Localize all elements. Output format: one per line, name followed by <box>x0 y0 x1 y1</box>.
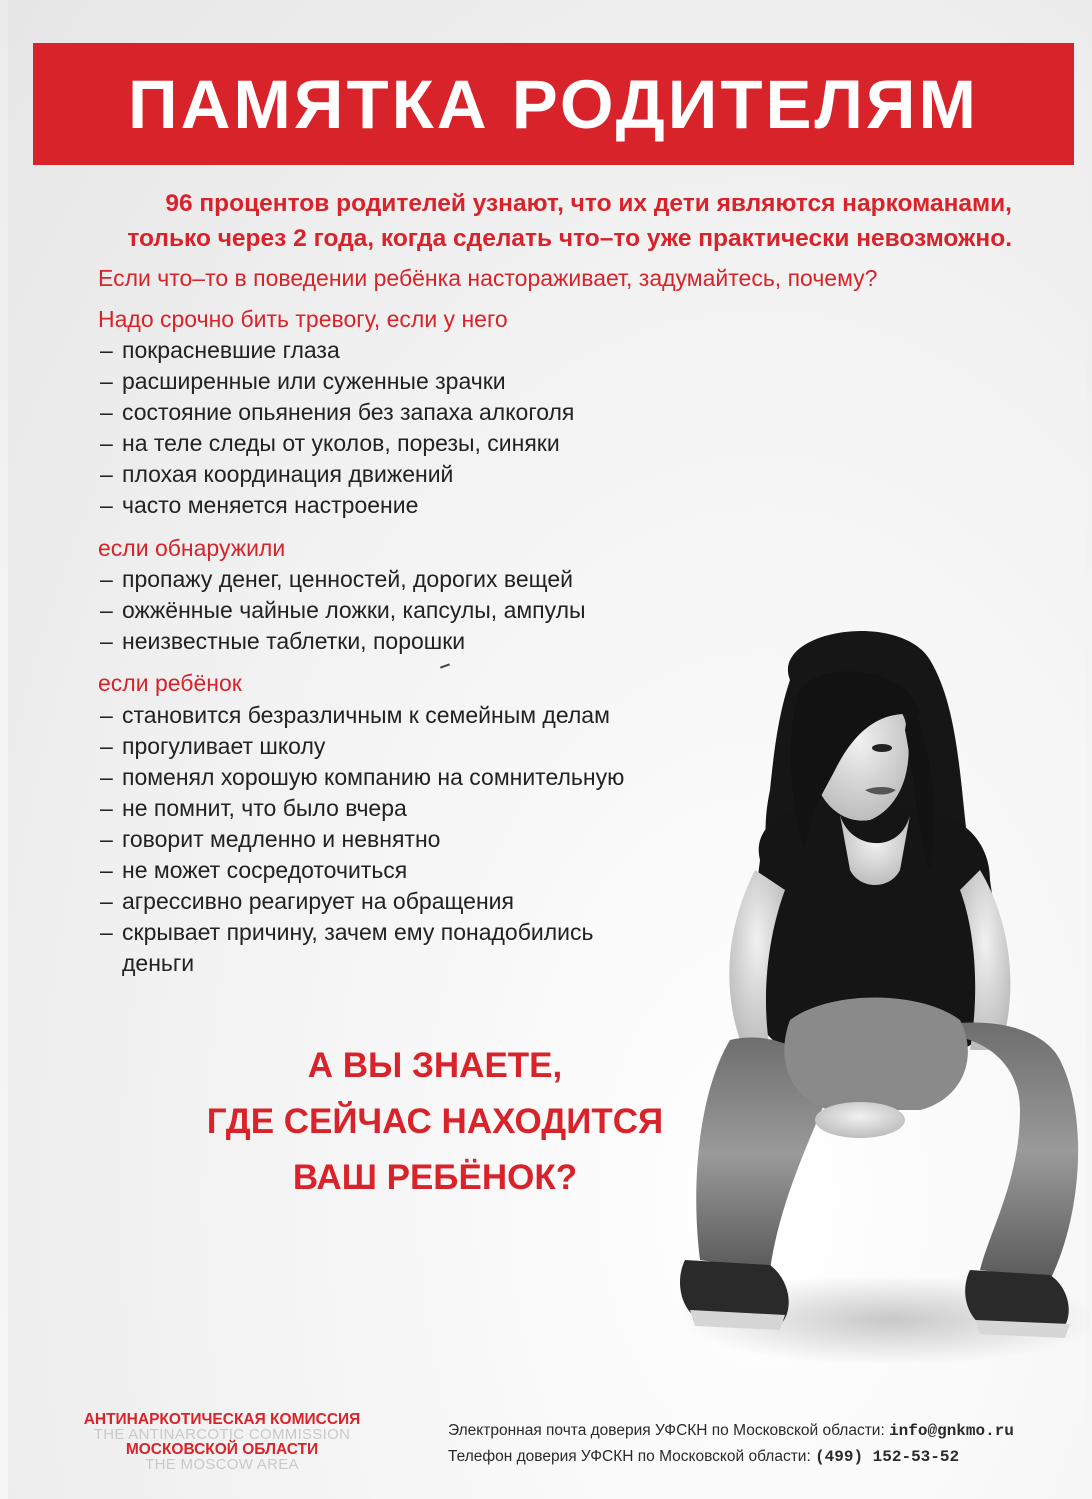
lead-line-2: только через 2 года, когда сделать что–то уже практически невозможно. <box>127 225 1012 252</box>
child-behavior-list <box>100 700 624 979</box>
list-item: – не может сосредоточиться <box>100 857 408 883</box>
section-heading-child: если ребёнок <box>98 670 242 696</box>
org-name-ru-2: МОСКОВСКОЙ ОБЛАСТИ <box>125 1441 319 1458</box>
alarm-signs-list <box>100 335 574 521</box>
cta-line-2: ГДЕ СЕЙЧАС НАХОДИТСЯ <box>206 1102 664 1141</box>
list-item: – говорит медленно и невнятно <box>100 826 441 852</box>
organization-logo <box>72 1412 372 1472</box>
list-item: – часто меняется настроение <box>100 492 419 518</box>
list-item: – агрессивно реагирует на обращения <box>100 888 514 914</box>
lead-line-1: 96 процентов родителей узнают, что их дети являются наркоманами, <box>165 190 1012 217</box>
list-item: – состояние опьянения без запаха алкоголя <box>100 399 575 425</box>
org-name-en-1: THE ANTINARCOTIC COMMISSION <box>93 1426 351 1443</box>
list-item: – ожжённые чайные ложки, капсулы, ампулы <box>100 597 586 623</box>
org-name-ru-1: АНТИНАРКОТИЧЕСКАЯ КОМИССИЯ <box>83 1411 361 1428</box>
title-band <box>33 43 1074 165</box>
cta-line-3: ВАШ РЕБЁНОК? <box>292 1158 578 1197</box>
phone-line <box>448 1444 1014 1470</box>
list-item: – становится безразличным к семейным делам <box>100 702 610 728</box>
call-to-action <box>200 1038 670 1206</box>
email-link[interactable]: info@gnkmo.ru <box>889 1422 1014 1440</box>
list-item: – расширенные или суженные зрачки <box>100 368 506 394</box>
contacts-block <box>448 1418 1014 1470</box>
list-item: – плохая координация движений <box>100 461 454 487</box>
org-name-en-2: THE MOSCOW AREA <box>145 1456 299 1473</box>
lead-statement <box>52 186 1012 256</box>
list-item: – на теле следы от уколов, порезы, синяки <box>100 430 560 456</box>
list-item-continuation: деньги <box>122 950 195 976</box>
list-item: – прогуливает школу <box>100 733 326 759</box>
list-item: – пропажу денег, ценностей, дорогих вещей <box>100 566 573 592</box>
list-item: – скрывает причину, зачем ему понадобились деньги <box>100 917 624 979</box>
girl-sitting-photo <box>660 620 1090 1380</box>
found-items-list <box>100 564 586 657</box>
poster-title: ПАМЯТКА РОДИТЕЛЯМ <box>127 65 980 143</box>
email-label: Электронная почта доверия УФСКН по Московской области: <box>448 1422 890 1439</box>
cta-line-1: А ВЫ ЗНАЕТЕ, <box>307 1046 563 1085</box>
phone-number[interactable]: (499) 152-53-52 <box>815 1448 960 1466</box>
list-item: – покрасневшие глаза <box>100 337 340 363</box>
question-text: Если что–то в поведении ребёнка настораживает, задумайтесь, почему? <box>98 265 878 291</box>
email-line <box>448 1418 1014 1444</box>
list-item: – неизвестные таблетки, порошки <box>100 628 466 654</box>
list-item: – поменял хорошую компанию на сомнительную <box>100 764 625 790</box>
section-heading-alarm: Надо срочно бить тревогу, если у него <box>98 306 508 332</box>
phone-label: Телефон доверия УФСКН по Московской области: <box>448 1448 816 1465</box>
list-item: – не помнит, что было вчера <box>100 795 407 821</box>
section-heading-found: если обнаружили <box>98 535 286 561</box>
